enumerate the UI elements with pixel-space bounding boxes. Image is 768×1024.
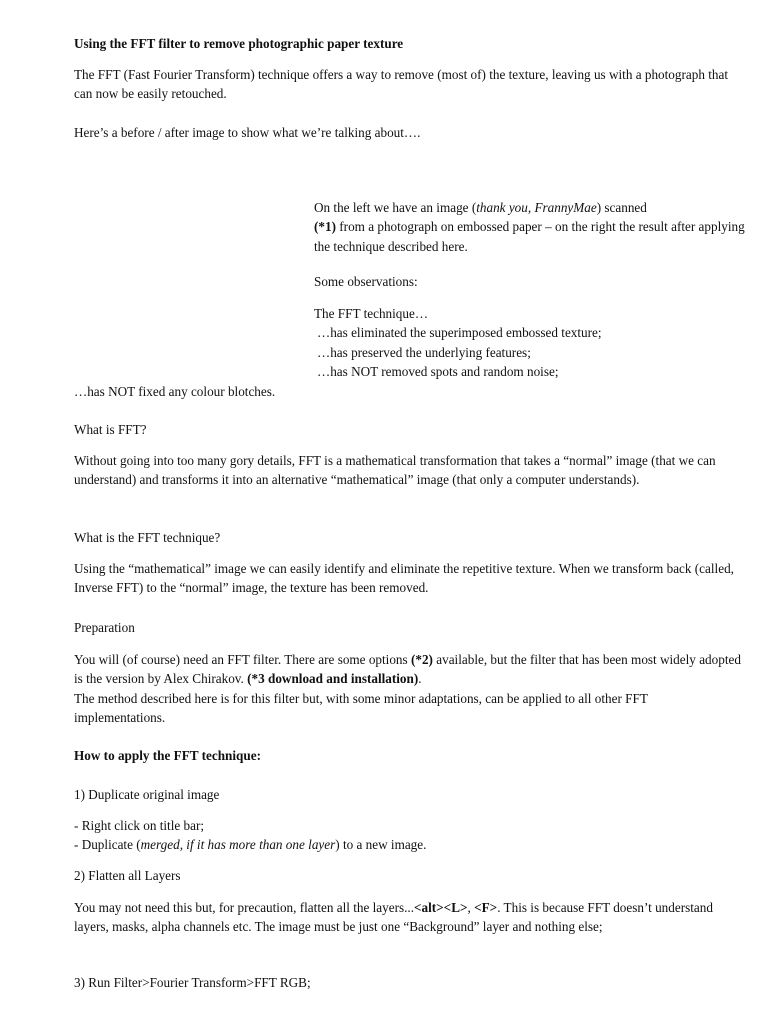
technique-paragraph: Using the “mathematical” image we can easily identify and eliminate the repetitive texture. When we transform back (called, Inverse FFT) to the “normal” image, the texture has been removed. <box>74 561 734 596</box>
preparation-heading: Preparation <box>74 620 135 635</box>
document-title: Using the FFT filter to remove photographic paper texture <box>74 36 404 51</box>
prep-text-2: available, but the filter that has been most widely adopted is the version by Alex Chirakov. <box>74 652 741 687</box>
observation-item: …has NOT removed spots and random noise; <box>317 364 559 380</box>
step-1-heading: 1) Duplicate original image <box>74 787 220 802</box>
before-after-paragraph: Here’s a before / after image to show what we’re talking about…. <box>74 125 421 140</box>
observations-heading: Some observations: <box>314 274 418 289</box>
step-1-item-b-2: ) to a new image. <box>335 837 427 853</box>
fft-technique-lead: The FFT technique… <box>314 306 429 321</box>
observation-item-last: …has NOT fixed any colour blotches. <box>74 384 276 399</box>
image-description-paragraph <box>314 198 754 256</box>
image-desc-text-3: from a photograph on embossed paper – on the right the result after applying the technique described here. <box>314 219 745 254</box>
prep-text-3: The method described here is for this filter but, with some minor adaptations, can be applied to all other FFT implementations. <box>74 690 648 726</box>
step-2-sep: , <box>467 900 475 915</box>
technique-heading: What is the FFT technique? <box>74 530 221 545</box>
footnote-ref-3: (*3 download and installation) <box>247 671 419 687</box>
footnote-ref-1: (*1) <box>314 219 336 235</box>
step-3-heading: 3) Run Filter>Fourier Transform>FFT RGB; <box>74 975 311 990</box>
image-desc-text-1: On the left we have an image ( <box>314 200 477 215</box>
step-1-item-a: - Right click on title bar; <box>74 818 205 833</box>
prep-text-1: You will (of course) need an FFT filter. There are some options <box>74 652 411 667</box>
what-is-fft-paragraph: Without going into too many gory details, FFT is a mathematical transformation that takes a “normal” image (that we can understand) and transforms it into an alternative “mathematical” image (that only a computer understands). <box>74 453 716 488</box>
step-2-heading: 2) Flatten all Layers <box>74 868 181 883</box>
step-2-text-2: . This is because FFT doesn’t understand layers, masks, alpha channels etc. The image must be just one “Background” layer and nothing else; <box>74 900 713 935</box>
image-desc-text-2: ) scanned <box>596 200 647 215</box>
step-1-item-b-1: - Duplicate ( <box>74 837 141 853</box>
step-2-text-1: You may not need this but, for precaution, flatten all the layers... <box>74 900 414 915</box>
shortcut-f: <F> <box>474 900 498 915</box>
observations-block <box>314 304 754 382</box>
observation-item: …has eliminated the superimposed embossed texture; <box>317 325 602 341</box>
intro-paragraph: The FFT (Fast Fourier Transform) technique offers a way to remove (most of) the texture, leaving us with a photograph that can now be easily retouched. <box>74 67 728 102</box>
preparation-paragraph <box>74 650 742 728</box>
what-is-fft-heading: What is FFT? <box>74 422 147 437</box>
step-2-paragraph <box>74 898 742 937</box>
footnote-ref-2: (*2) <box>410 652 433 667</box>
step-1-details <box>74 816 742 855</box>
shortcut-alt-l: <alt><L> <box>414 900 468 915</box>
image-desc-credit: thank you, FrannyMae <box>476 200 597 215</box>
howto-heading: How to apply the FFT technique: <box>74 748 261 763</box>
observation-item: …has preserved the underlying features; <box>317 344 531 360</box>
step-1-item-b-italic: merged, if it has more than one layer <box>140 837 336 853</box>
prep-text-end: . <box>418 671 422 687</box>
